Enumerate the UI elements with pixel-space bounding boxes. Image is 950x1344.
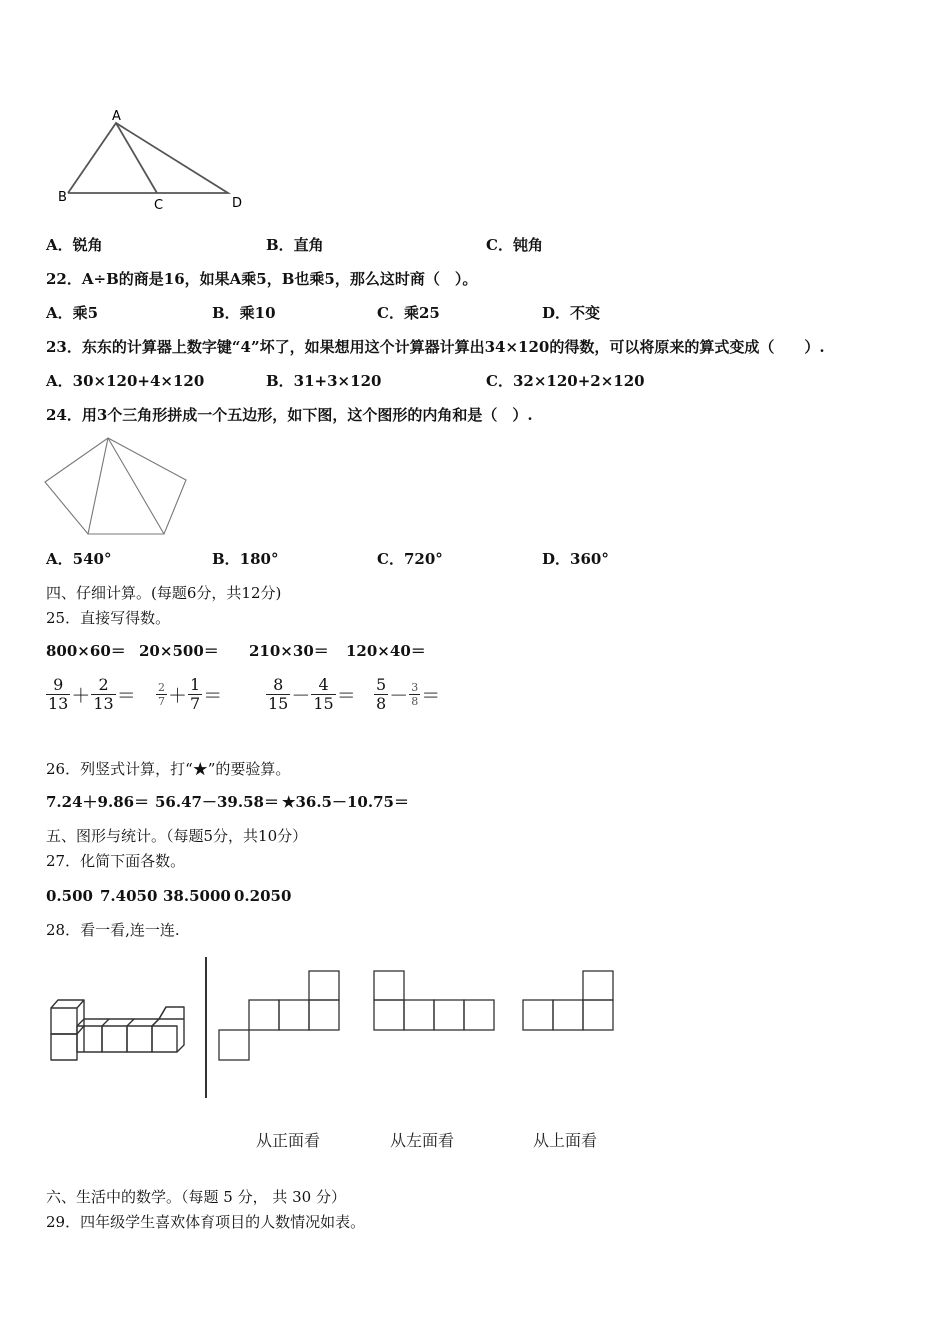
q25-fraction-4 — [374, 676, 441, 713]
equals-sign: ＝ — [203, 685, 223, 707]
denominator: 8 — [376, 694, 387, 713]
section-4-heading: 四、仔细计算。(每题6分，共12分) — [46, 584, 282, 602]
section-6-heading: 六、生活中的数学。（每题 5 分， 共 30 分） — [46, 1188, 346, 1206]
operator: － — [291, 685, 311, 707]
q24-option-c[interactable]: C．720° — [377, 550, 443, 568]
q22-option-b[interactable]: B．乘10 — [212, 304, 276, 322]
operator: － — [389, 685, 409, 707]
pentagon-figure — [42, 434, 192, 540]
section-5-heading: 五、图形与统计。（每题5分，共10分） — [46, 827, 308, 845]
q25-item-3: 210×30＝ — [249, 642, 329, 660]
q24-option-b[interactable]: B．180° — [212, 550, 279, 568]
point-b-label: B — [58, 190, 67, 205]
cube-solid-figure — [46, 995, 186, 1065]
q27-item-4: 0.2050 — [234, 887, 292, 905]
denominator: 7 — [158, 695, 165, 708]
q26-question: 26．列竖式计算，打“★”的要验算。 — [46, 760, 291, 778]
point-c-label: C — [154, 198, 164, 213]
denominator: 13 — [48, 694, 69, 713]
q27-item-1: 0.500 — [46, 887, 93, 905]
q21-option-a[interactable]: A．锐角 — [46, 236, 103, 254]
numerator: 3 — [411, 681, 419, 694]
view-grid-3 — [522, 970, 614, 1032]
q25-fraction-1 — [46, 676, 137, 713]
q23-option-a[interactable]: A．30×120+4×120 — [46, 372, 205, 390]
numerator: 8 — [273, 675, 284, 694]
equals-sign: ＝ — [421, 685, 441, 707]
q24-option-d[interactable]: D．360° — [542, 550, 609, 568]
q26-item-1: 7.24＋9.86＝ — [46, 793, 150, 811]
equals-sign: ＝ — [336, 685, 356, 707]
q24-question: 24．用3个三角形拼成一个五边形，如下图，这个图形的内角和是（ ）. — [46, 406, 533, 424]
q23-question: 23．东东的计算器上数字键“4”坏了，如果想用这个计算器计算出34×120的得数，可以将原来的算式变成（ ）. — [46, 338, 825, 356]
triangle-abcd-figure — [52, 105, 252, 215]
q25-item-2: 20×500＝ — [139, 642, 219, 660]
q25-question: 25．直接写得数。 — [46, 609, 171, 627]
q24-option-a[interactable]: A．540° — [46, 550, 112, 568]
view-label-top: 从上面看 — [533, 1131, 598, 1150]
denominator: 7 — [190, 694, 201, 713]
q23-option-c[interactable]: C．32×120+2×120 — [486, 372, 645, 390]
denominator: 15 — [268, 694, 289, 713]
q25-fraction-3 — [266, 676, 357, 713]
operator: ＋ — [71, 685, 91, 707]
q23-option-b[interactable]: B．31+3×120 — [266, 372, 382, 390]
denominator: 15 — [313, 694, 334, 713]
numerator: 1 — [190, 675, 201, 694]
q27-item-3: 38.5000 — [163, 887, 231, 905]
q22-option-c[interactable]: C．乘25 — [377, 304, 440, 322]
point-a-label: A — [112, 109, 121, 124]
q21-option-c[interactable]: C．钝角 — [486, 236, 543, 254]
point-d-label: D — [232, 196, 243, 211]
numerator: 2 — [158, 681, 165, 694]
q26-item-3: ★36.5－10.75＝ — [282, 793, 409, 811]
q28-question: 28．看一看,连一连. — [46, 921, 180, 939]
numerator: 4 — [318, 675, 329, 694]
q22-question: 22．A÷B的商是16，如果A乘5，B也乘5，那么这时商（ ）。 — [46, 270, 478, 288]
q29-question: 29．四年级学生喜欢体育项目的人数情况如表。 — [46, 1213, 366, 1231]
q25-fraction-2 — [156, 676, 223, 713]
view-grid-2 — [373, 970, 495, 1032]
equals-sign: ＝ — [116, 685, 136, 707]
numerator: 9 — [53, 675, 64, 694]
denominator: 8 — [411, 695, 419, 708]
q25-item-1: 800×60＝ — [46, 642, 126, 660]
numerator: 2 — [98, 675, 109, 694]
view-label-left: 从左面看 — [390, 1131, 455, 1150]
view-grid-1 — [218, 970, 340, 1062]
q22-option-a[interactable]: A．乘5 — [46, 304, 99, 322]
divider-line — [205, 957, 207, 1098]
q27-item-2: 7.4050 — [100, 887, 158, 905]
q21-option-b[interactable]: B．直角 — [266, 236, 324, 254]
q26-item-2: 56.47－39.58＝ — [155, 793, 279, 811]
operator: ＋ — [168, 685, 188, 707]
q25-item-4: 120×40＝ — [346, 642, 426, 660]
q22-option-d[interactable]: D．不变 — [542, 304, 601, 322]
numerator: 5 — [376, 675, 387, 694]
q27-question: 27．化简下面各数。 — [46, 852, 186, 870]
view-label-front: 从正面看 — [256, 1131, 321, 1150]
denominator: 13 — [93, 694, 114, 713]
